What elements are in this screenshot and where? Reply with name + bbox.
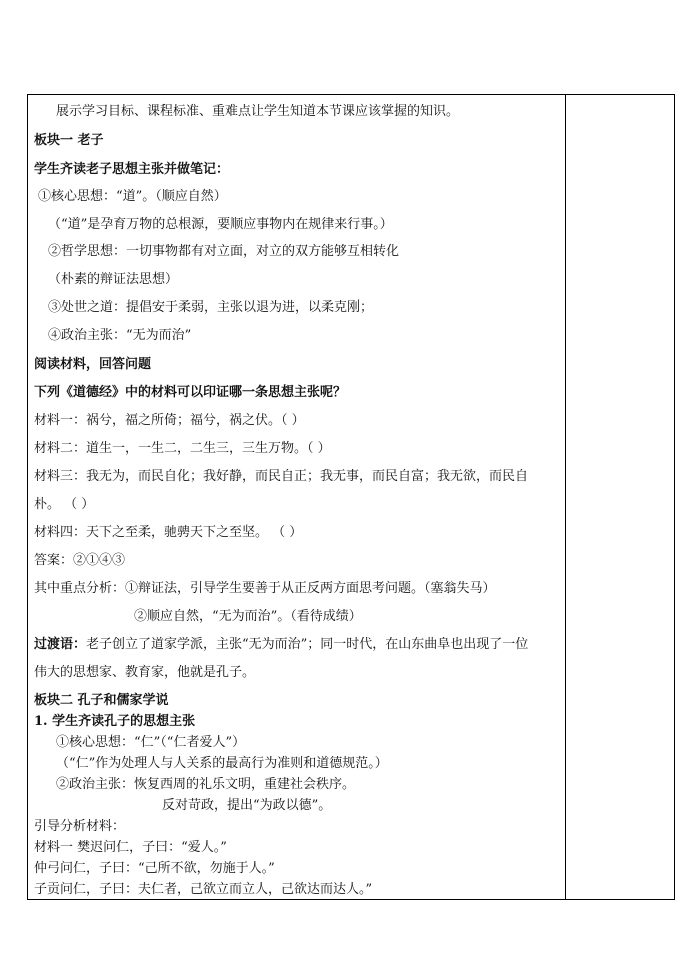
laozi-reading-instruction: 学生齐读老子思想主张并做笔记： (34, 162, 230, 177)
answer: 答案：②①④③ (34, 553, 126, 568)
intro-text: 展示学习目标、课程标准、重难点让学生知道本节课应该掌握的知识。 (56, 104, 460, 119)
key-analysis-two: ②顺应自然，“无为而治”。（看待成绩） (134, 609, 362, 624)
section-heading-confucius: 板块二 孔子和儒家学说 (34, 693, 169, 708)
transition-body: 老子创立了道家学派，主张“无为而治”；同一时代，在山东曲阜也出现了一位 (86, 637, 529, 652)
transition-label: 过渡语： (34, 637, 87, 652)
laozi-core-idea-note: （“道”是孕育万物的总根源，要顺应事物内在规律来行事。） (48, 217, 393, 232)
confucius-core-idea-note: （“仁”作为处理人与人关系的最高行为准则和道德规范。） (56, 756, 388, 771)
reading-heading: 阅读材料，回答问题 (34, 357, 152, 372)
transition-text-cont: 伟大的思想家、教育家，他就是孔子。 (34, 665, 256, 680)
material-four: 材料四：天下之至柔，驰骋天下之至坚。 （ ） (34, 525, 303, 540)
confucius-material-two: 仲弓问仁，子曰：“己所不欲，勿施于人。” (34, 861, 275, 876)
table-column-divider (565, 94, 566, 900)
reading-question: 下列《道德经》中的材料可以印证哪一条思想主张呢？ (34, 385, 347, 400)
laozi-philosophy-note: （朴素的辩证法思想） (48, 272, 179, 287)
confucius-material-one: 材料一 樊迟问仁，子曰：“爱人。” (34, 840, 227, 855)
material-one: 材料一：祸兮，福之所倚；福兮，祸之伏。（ ） (34, 413, 305, 428)
laozi-philosophy: ②哲学思想：一切事物都有对立面，对立的双方能够互相转化 (48, 244, 400, 259)
laozi-politics: ④政治主张：“无为而治” (48, 328, 192, 343)
transition-text (34, 635, 528, 655)
guided-analysis-label: 引导分析材料： (34, 819, 126, 834)
confucius-reading-instruction: 1. 学生齐读孔子的思想主张 (34, 714, 196, 729)
confucius-material-three: 子贡问仁，子曰：夫仁者，己欲立而立人，己欲达而达人。” (34, 882, 373, 897)
confucius-politics-cont: 反对苛政，提出“为政以德”。 (162, 798, 332, 813)
laozi-core-idea: ①核心思想：“道”。（顺应自然） (38, 189, 227, 204)
material-two: 材料二：道生一，一生二，二生三，三生万物。（ ） (34, 441, 331, 456)
material-three: 材料三：我无为，而民自化；我好静，而民自正；我无事，而民自富；我无欲，而民自 (34, 469, 529, 484)
material-three-cont: 朴。 （ ） (34, 497, 95, 512)
laozi-conduct: ③处世之道：提倡安于柔弱，主张以退为进，以柔克刚； (48, 300, 374, 315)
confucius-politics: ②政治主张：恢复西周的礼乐文明，重建社会秩序。 (56, 777, 356, 792)
key-analysis-one: 其中重点分析：①辩证法，引导学生要善于从正反两方面思考问题。（塞翁失马） (34, 581, 496, 596)
section-heading-laozi: 板块一 老子 (34, 133, 104, 148)
confucius-core-idea: ①核心思想：“仁”（“仁者爱人”） (56, 735, 246, 750)
